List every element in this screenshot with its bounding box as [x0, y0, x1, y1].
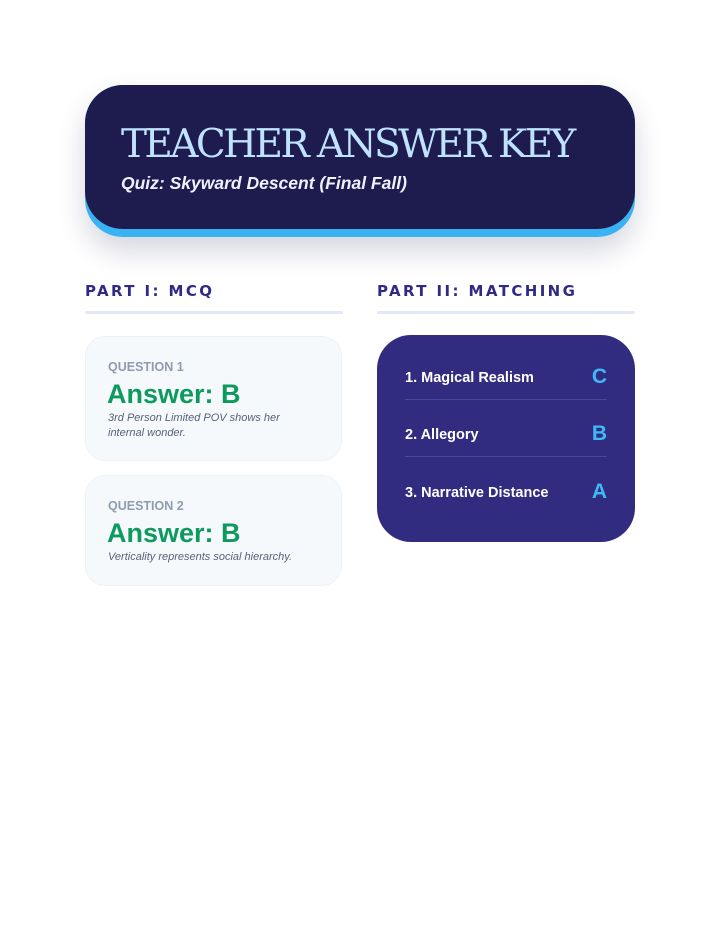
- question-explanation: Verticality represents social hierarchy.: [108, 551, 293, 563]
- section-label-mcq: PART I: MCQ: [85, 282, 215, 300]
- section-label-matching: PART II: MATCHING: [377, 282, 578, 300]
- header-banner: [85, 85, 635, 237]
- header-card: [85, 85, 635, 229]
- question-explanation: 3rd Person Limited POV shows her internal wonder.: [108, 412, 280, 439]
- matching-row: [405, 478, 607, 508]
- section-header-mcq: [85, 281, 343, 315]
- matching-row: [405, 363, 607, 393]
- page-title: TEACHER ANSWER KEY: [121, 122, 574, 167]
- section-divider-matching: [377, 311, 635, 314]
- matching-answer-letter: B: [591, 422, 607, 445]
- section-divider-mcq: [85, 311, 343, 314]
- question-answer: Answer: B: [107, 379, 241, 409]
- question-label: QUESTION 2: [108, 499, 184, 513]
- question-answer: Answer: B: [107, 518, 241, 548]
- question-card-2: [85, 475, 342, 586]
- matching-card: [377, 335, 635, 542]
- quiz-subtitle: Quiz: Skyward Descent (Final Fall): [121, 173, 407, 193]
- matching-answer-letter: C: [591, 365, 607, 388]
- matching-row: [405, 420, 607, 450]
- matching-answer-letter: A: [591, 480, 607, 503]
- question-card-1: [85, 336, 342, 461]
- matching-term: 2. Allegory: [405, 427, 479, 443]
- section-header-matching: [377, 281, 635, 315]
- matching-divider: [405, 456, 607, 457]
- matching-term: 1. Magical Realism: [405, 370, 534, 386]
- question-label: QUESTION 1: [108, 360, 184, 374]
- matching-term: 3. Narrative Distance: [405, 485, 549, 501]
- matching-divider: [405, 399, 607, 400]
